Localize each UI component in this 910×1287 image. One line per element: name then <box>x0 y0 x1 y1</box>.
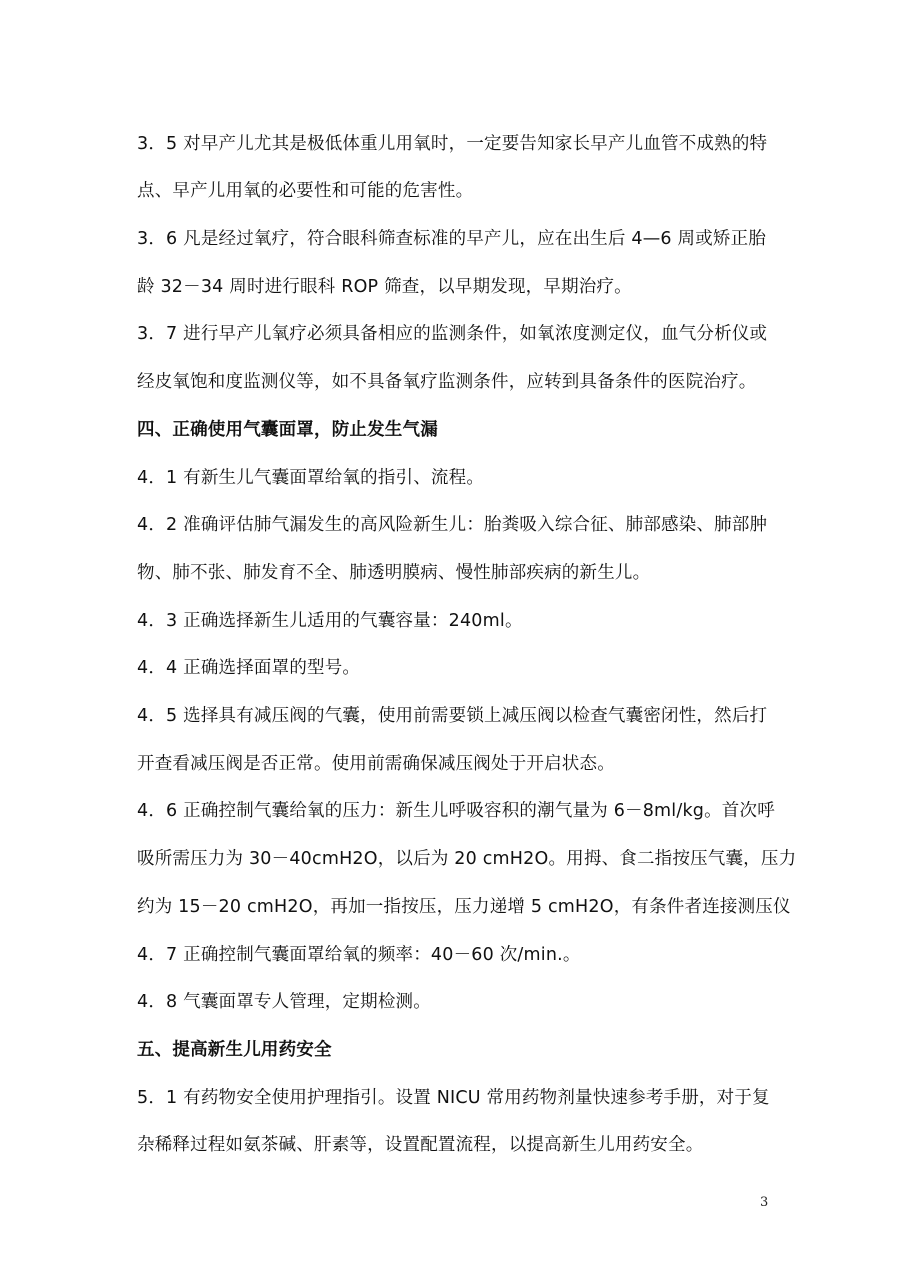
paragraph-4-6-line-1: 4．6 正确控制气囊给氧的压力：新生儿呼吸容积的潮气量为 6－8ml/kg。首次呼 <box>137 801 775 821</box>
paragraph-4-2-line-1: 4．2 准确评估肺气漏发生的高风险新生儿：胎粪吸入综合征、肺部感染、肺部肿 <box>137 515 768 535</box>
section-heading-4: 四、正确使用气囊面罩，防止发生气漏 <box>137 420 438 440</box>
paragraph-4-1: 4．1 有新生儿气囊面罩给氧的指引、流程。 <box>137 468 485 488</box>
paragraph-3-6-line-1: 3．6 凡是经过氧疗，符合眼科筛查标准的早产儿，应在出生后 4—6 周或矫正胎 <box>137 229 767 249</box>
paragraph-3-5-line-2: 点、早产儿用氧的必要性和可能的危害性。 <box>137 181 474 201</box>
paragraph-3-5-line-1: 3．5 对早产儿尤其是极低体重儿用氧时，一定要告知家长早产儿血管不成熟的特 <box>137 134 768 154</box>
paragraph-3-7-line-1: 3．7 进行早产儿氧疗必须具备相应的监测条件，如氧浓度测定仪，血气分析仪或 <box>137 324 768 344</box>
paragraph-5-1-line-2: 杂稀释过程如氨茶碱、肝素等，设置配置流程，以提高新生儿用药安全。 <box>137 1135 704 1155</box>
paragraph-4-7: 4．7 正确控制气囊面罩给氧的频率：40－60 次/min.。 <box>137 945 581 965</box>
paragraph-4-3: 4．3 正确选择新生儿适用的气囊容量：240ml。 <box>137 611 523 631</box>
paragraph-3-7-line-2: 经皮氧饱和度监测仪等，如不具备氧疗监测条件，应转到具备条件的医院治疗。 <box>137 372 757 392</box>
section-heading-5: 五、提高新生儿用药安全 <box>137 1040 332 1060</box>
paragraph-4-5-line-2: 开查看减压阀是否正常。使用前需确保减压阀处于开启状态。 <box>137 754 615 774</box>
page-number: 3 <box>760 1195 769 1210</box>
paragraph-5-1-line-1: 5．1 有药物安全使用护理指引。设置 NICU 常用药物剂量快速参考手册，对于复 <box>137 1088 770 1108</box>
paragraph-4-6-line-3: 约为 15－20 cmH2O，再加一指按压，压力递增 5 cmH2O，有条件者连接测压仪 <box>137 897 791 917</box>
paragraph-3-6-line-2: 龄 32－34 周时进行眼科 ROP 筛查，以早期发现，早期治疗。 <box>137 277 632 297</box>
paragraph-4-8: 4．8 气囊面罩专人管理，定期检测。 <box>137 992 431 1012</box>
paragraph-4-6-line-2: 吸所需压力为 30－40cmH2O，以后为 20 cmH2O。用拇、食二指按压气囊，压力 <box>137 849 797 869</box>
paragraph-4-5-line-1: 4．5 选择具有减压阀的气囊，使用前需要锁上减压阀以检查气囊密闭性，然后打 <box>137 706 768 726</box>
paragraph-4-4: 4．4 正确选择面罩的型号。 <box>137 658 361 678</box>
paragraph-4-2-line-2: 物、肺不张、肺发育不全、肺透明膜病、慢性肺部疾病的新生儿。 <box>137 563 651 583</box>
